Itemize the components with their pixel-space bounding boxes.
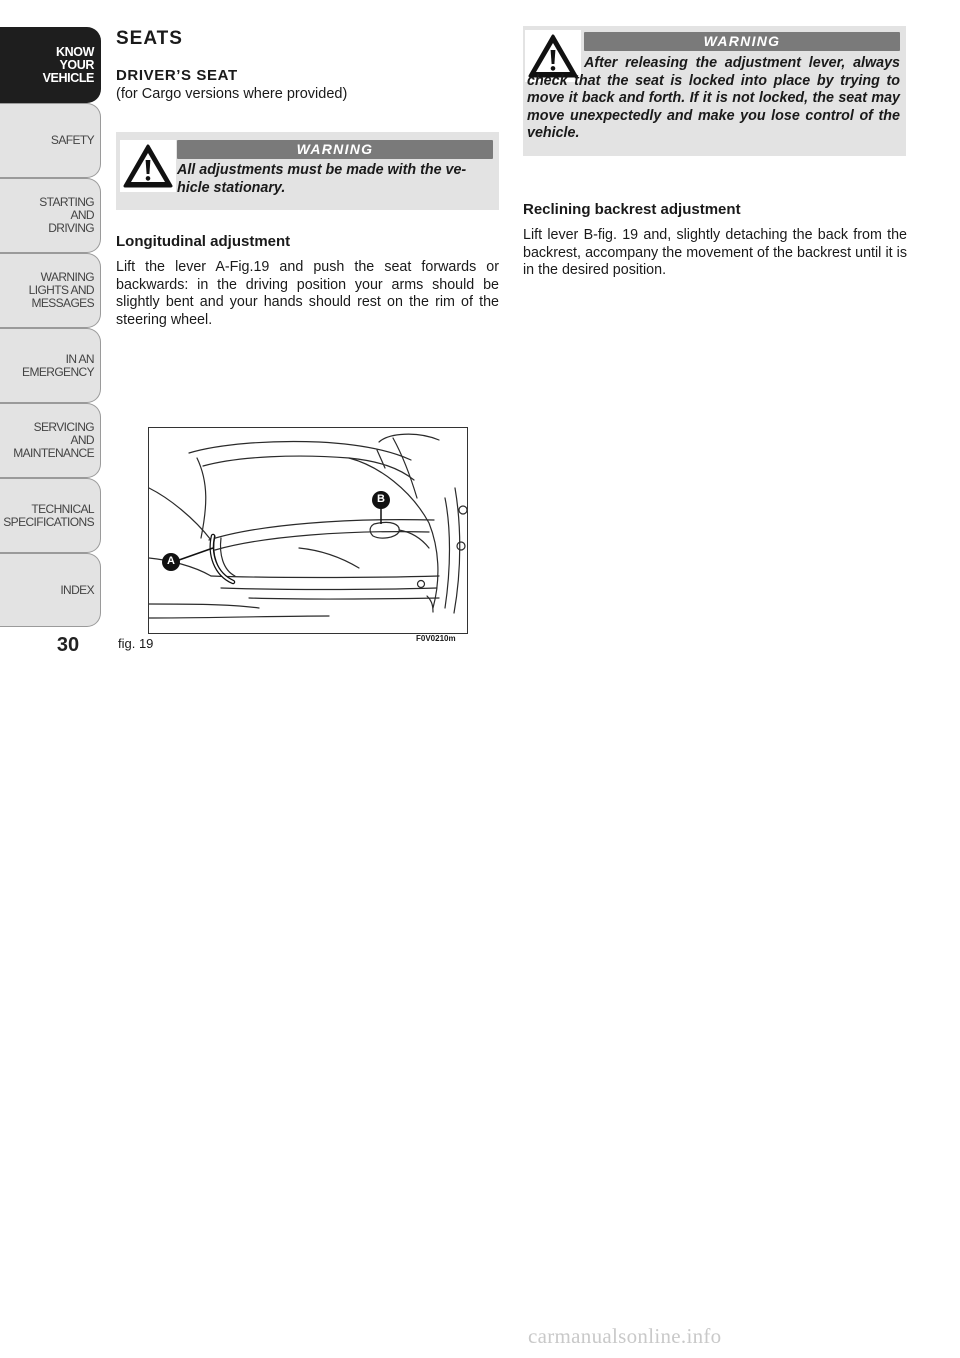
tab-know-your-vehicle[interactable]: KNOW YOUR VEHICLE	[0, 27, 101, 103]
tab-starting-and-driving[interactable]: STARTING AND DRIVING	[0, 178, 101, 253]
warning-label: WARNING	[584, 32, 900, 51]
warning-box-lock-check	[523, 26, 906, 156]
figure-code: F0V0210m	[416, 634, 456, 643]
tab-warning-lights-and-messages[interactable]: WARNING LIGHTS AND MESSAGES	[0, 253, 101, 328]
figure-caption: fig. 19	[118, 636, 154, 651]
warning-text: All adjustments must be made with the ve-hicle stationary.	[177, 162, 467, 196]
longitudinal-adjustment-heading: Longitudinal adjustment	[116, 233, 291, 250]
reclining-backrest-text: Lift lever B-fig. 19 and, slightly detaching the back from the backrest, accompany the movement of the backrest until it is in the desired position.	[523, 227, 907, 278]
warning-text: After releasing the adjustment lever, always check that the seat is locked into place by trying to move it back and forth. If it is not locked, the seat may move unexpectedly and make you lose control of the vehicle.	[527, 55, 900, 141]
section-title: DRIVER’S SEAT	[116, 67, 238, 84]
watermark-url: carmanualsonline.info	[528, 1324, 722, 1348]
tab-technical-specifications[interactable]: TECHNICAL SPECIFICATIONS	[0, 478, 101, 553]
warning-label: WARNING	[177, 140, 493, 159]
longitudinal-adjustment-text: Lift the lever A-Fig.19 and push the seat forwards or backwards: in the driving position your arms should be slightly bent and your hands should rest on the rim of the steering wheel.	[116, 259, 499, 328]
tab-index[interactable]: INDEX	[0, 553, 101, 627]
reclining-backrest-heading: Reclining backrest adjustment	[523, 201, 741, 218]
tab-servicing-and-maintenance[interactable]: SERVICING AND MAINTENANCE	[0, 403, 101, 478]
figure-seat-levers	[148, 427, 468, 634]
tab-in-an-emergency[interactable]: IN AN EMERGENCY	[0, 328, 101, 403]
callout-b-label: B	[377, 493, 385, 505]
tab-safety[interactable]: SAFETY	[0, 103, 101, 178]
seat-lever-illustration	[149, 428, 467, 633]
warning-triangle-icon	[120, 140, 176, 192]
section-note: (for Cargo versions where provided)	[116, 86, 348, 102]
page-title: SEATS	[116, 28, 183, 49]
warning-box-adjustments	[116, 132, 499, 210]
page-number: 30	[56, 634, 80, 656]
callout-a-label: A	[167, 555, 175, 567]
